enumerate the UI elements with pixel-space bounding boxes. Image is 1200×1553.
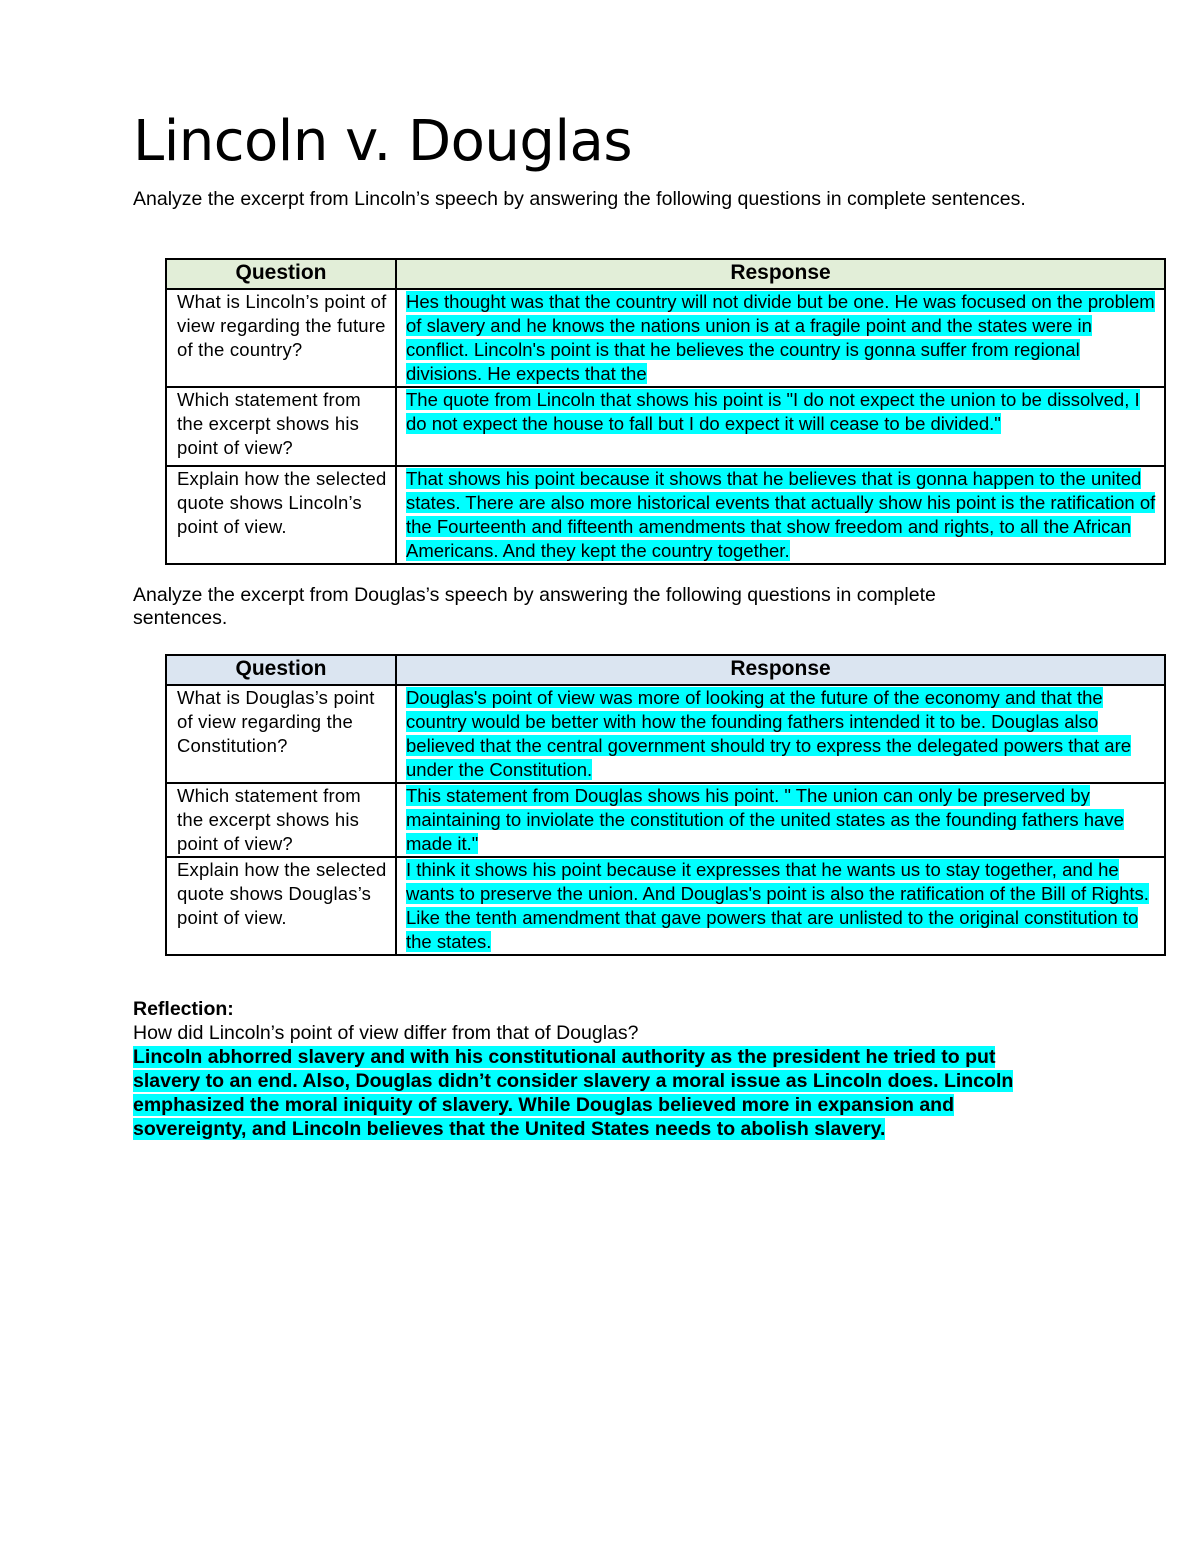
question-cell: What is Douglas’s point of view regarding the Constitution?: [166, 685, 396, 783]
table-row: [166, 387, 1165, 466]
response-cell: [396, 289, 1165, 387]
highlighted-response: I think it shows his point because it expresses that he wants us to stay together, and he wants to preserve the union. And Douglas's point is also the ratification of the Bill of Rights. Like the tenth amendment that gave powers that are unlisted to the original constitution to the states.: [406, 859, 1149, 952]
table-header-row: [166, 655, 1165, 685]
question-cell: Which statement from the excerpt shows his point of view?: [166, 783, 396, 857]
response-cell: [396, 685, 1165, 783]
highlighted-response: Douglas's point of view was more of looking at the future of the economy and that the country would be better with how the founding fathers intended it to be. Douglas also believed that the central government should try to express the delegated powers that are under the Constitution.: [406, 687, 1132, 780]
highlighted-response: The quote from Lincoln that shows his point is "I do not expect the union to be dissolved, I do not expect the house to fall but I do expect it will cease to be divided.": [406, 389, 1140, 434]
question-cell: Explain how the selected quote shows Lincoln’s point of view.: [166, 466, 396, 564]
douglas-table: [165, 654, 1166, 956]
reflection-heading: Reflection:: [133, 998, 234, 1020]
question-header: Question: [166, 655, 396, 685]
highlighted-response: Hes thought was that the country will not divide but be one. He was focused on the problem of slavery and he knows the nations union is at a fragile point and the states were in conflict. Lincoln's point is that he believes the country is gonna suffer from regional divisions. He expects that the: [406, 291, 1155, 384]
lincoln-table: [165, 258, 1166, 565]
response-cell: [396, 466, 1165, 564]
response-header: Response: [396, 259, 1165, 289]
question-cell: What is Lincoln’s point of view regarding the future of the country?: [166, 289, 396, 387]
response-cell: [396, 387, 1165, 466]
reflection-question: How did Lincoln’s point of view differ from that of Douglas?: [133, 1022, 639, 1044]
question-header: Question: [166, 259, 396, 289]
question-cell: Which statement from the excerpt shows his point of view?: [166, 387, 396, 466]
response-cell: [396, 783, 1165, 857]
highlighted-response: That shows his point because it shows that he believes that is gonna happen to the united states. There are also more historical events that actually show his point is the ratification of the Fourteenth and fifteenth amendments that show freedom and rights, to all the African Americans. And they kept the country together.: [406, 468, 1156, 561]
question-cell: Explain how the selected quote shows Douglas’s point of view.: [166, 857, 396, 955]
reflection-answer: Lincoln abhorred slavery and with his constitutional authority as the president he tried to put slavery to an end. Also, Douglas didn’t consider slavery a moral issue as Lincoln does. Lincoln emphasized the moral iniquity of slavery. While Douglas believed more in expansion and sovereignty, and Lincoln believes that the United States needs to abolish slavery.: [133, 1046, 1014, 1140]
page-title: Lincoln v. Douglas: [133, 109, 633, 174]
table-row: [166, 783, 1165, 857]
table-row: [166, 685, 1165, 783]
reflection-answer-block: [133, 1045, 1033, 1141]
douglas-instructions: Analyze the excerpt from Douglas’s speech by answering the following questions in complete sentences.: [133, 584, 936, 629]
reflection-section: [133, 997, 1033, 1141]
response-header: Response: [396, 655, 1165, 685]
table-header-row: [166, 259, 1165, 289]
lincoln-instructions: Analyze the excerpt from Lincoln’s speech by answering the following questions in complete sentences.: [133, 188, 1026, 210]
response-cell: [396, 857, 1165, 955]
table-row: [166, 857, 1165, 955]
table-row: [166, 289, 1165, 387]
table-row: [166, 466, 1165, 564]
highlighted-response: This statement from Douglas shows his point. " The union can only be preserved by maintaining to inviolate the constitution of the united states as the founding fathers have made it.": [406, 785, 1124, 854]
